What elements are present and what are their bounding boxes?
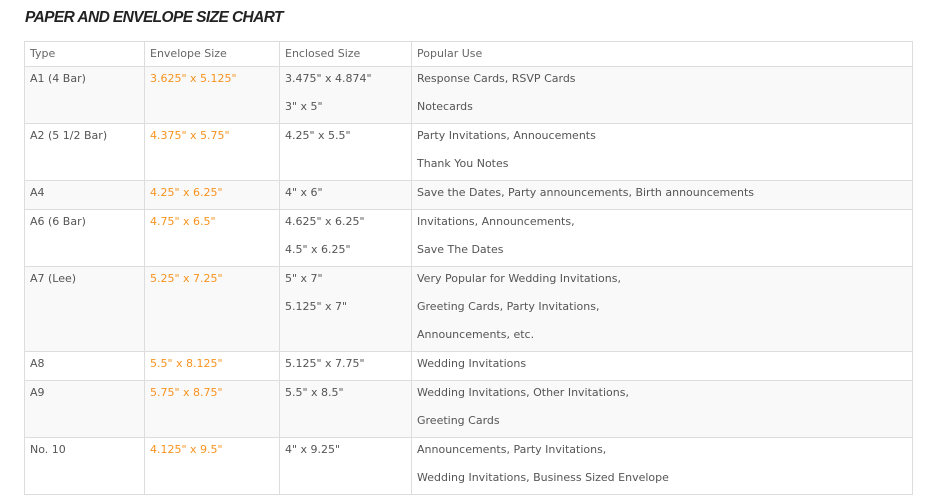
type-cell xyxy=(25,438,145,495)
popular-use-cell-line: Thank You Notes xyxy=(417,157,509,170)
enclosed-size-cell xyxy=(280,124,412,181)
enclosed-size-cell-line: 5" x 7" xyxy=(285,272,323,285)
enclosed-size-cell xyxy=(280,438,412,495)
type-cell-text: A2 (5 1/2 Bar) xyxy=(30,129,108,142)
type-cell-text: A9 xyxy=(30,386,45,399)
envelope-size-cell-text: 5.75" x 8.75" xyxy=(150,386,223,399)
type-cell xyxy=(25,181,145,210)
table-row xyxy=(25,181,913,210)
type-cell-text: No. 10 xyxy=(30,443,66,456)
enclosed-size-cell xyxy=(280,381,412,438)
enclosed-size-cell xyxy=(280,210,412,267)
envelope-size-cell xyxy=(145,267,280,352)
table-row xyxy=(25,267,913,352)
envelope-size-cell-text: 4.75" x 6.5" xyxy=(150,215,216,228)
type-cell xyxy=(25,267,145,352)
table-row xyxy=(25,381,913,438)
header-popular-use: Popular Use xyxy=(412,42,913,67)
type-cell-text: A1 (4 Bar) xyxy=(30,72,86,85)
enclosed-size-cell-line: 4" x 9.25" xyxy=(285,443,341,456)
popular-use-cell-line: Greeting Cards xyxy=(417,414,500,427)
envelope-size-cell xyxy=(145,352,280,381)
header-envelope-size: Envelope Size xyxy=(145,42,280,67)
enclosed-size-cell-line: 4" x 6" xyxy=(285,186,323,199)
header-row xyxy=(25,42,913,67)
envelope-size-cell xyxy=(145,438,280,495)
type-cell-text: A4 xyxy=(30,186,45,199)
enclosed-size-cell-line: 5.125" x 7" xyxy=(285,300,348,313)
size-chart-table xyxy=(24,41,913,495)
popular-use-cell-line: Announcements, Party Invitations, xyxy=(417,443,607,456)
popular-use-cell xyxy=(412,181,913,210)
envelope-size-cell xyxy=(145,381,280,438)
popular-use-cell xyxy=(412,124,913,181)
popular-use-cell-line: Greeting Cards, Party Invitations, xyxy=(417,300,600,313)
enclosed-size-cell xyxy=(280,352,412,381)
popular-use-cell xyxy=(412,67,913,124)
enclosed-size-cell-line: 3.475" x 4.874" xyxy=(285,72,372,85)
table-row xyxy=(25,352,913,381)
enclosed-size-cell-line: 5.125" x 7.75" xyxy=(285,357,365,370)
popular-use-cell-line: Very Popular for Wedding Invitations, xyxy=(417,272,621,285)
table-row xyxy=(25,210,913,267)
popular-use-cell-line: Wedding Invitations, Other Invitations, xyxy=(417,386,629,399)
type-cell xyxy=(25,210,145,267)
type-cell-text: A7 (Lee) xyxy=(30,272,77,285)
enclosed-size-cell-line: 5.5" x 8.5" xyxy=(285,386,344,399)
popular-use-cell xyxy=(412,267,913,352)
type-cell-text: A6 (6 Bar) xyxy=(30,215,86,228)
enclosed-size-cell xyxy=(280,67,412,124)
table-row xyxy=(25,67,913,124)
table-row xyxy=(25,438,913,495)
popular-use-cell xyxy=(412,210,913,267)
enclosed-size-cell xyxy=(280,181,412,210)
page-title: PAPER AND ENVELOPE SIZE CHART xyxy=(25,9,283,26)
enclosed-size-cell-line: 3" x 5" xyxy=(285,100,323,113)
type-cell-text: A8 xyxy=(30,357,45,370)
popular-use-cell xyxy=(412,381,913,438)
envelope-size-cell-text: 5.5" x 8.125" xyxy=(150,357,223,370)
type-cell xyxy=(25,381,145,438)
type-cell xyxy=(25,67,145,124)
envelope-size-cell xyxy=(145,210,280,267)
enclosed-size-cell xyxy=(280,267,412,352)
table-row xyxy=(25,124,913,181)
popular-use-cell-line: Wedding Invitations, Business Sized Envelope xyxy=(417,471,669,484)
popular-use-cell xyxy=(412,352,913,381)
envelope-size-cell xyxy=(145,181,280,210)
envelope-size-cell-text: 4.375" x 5.75" xyxy=(150,129,230,142)
envelope-size-cell xyxy=(145,124,280,181)
popular-use-cell xyxy=(412,438,913,495)
popular-use-cell-line: Save the Dates, Party announcements, Birth announcements xyxy=(417,186,755,199)
popular-use-cell-line: Party Invitations, Annoucements xyxy=(417,129,596,142)
envelope-size-cell xyxy=(145,67,280,124)
envelope-size-cell-text: 4.125" x 9.5" xyxy=(150,443,223,456)
enclosed-size-cell-line: 4.25" x 5.5" xyxy=(285,129,351,142)
type-cell xyxy=(25,124,145,181)
popular-use-cell-line: Invitations, Announcements, xyxy=(417,215,575,228)
enclosed-size-cell-line: 4.5" x 6.25" xyxy=(285,243,351,256)
popular-use-cell-line: Wedding Invitations xyxy=(417,357,527,370)
popular-use-cell-line: Announcements, etc. xyxy=(417,328,535,341)
envelope-size-cell-text: 3.625" x 5.125" xyxy=(150,72,237,85)
popular-use-cell-line: Notecards xyxy=(417,100,473,113)
header-type: Type xyxy=(25,42,145,67)
popular-use-cell-line: Save The Dates xyxy=(417,243,504,256)
envelope-size-cell-text: 4.25" x 6.25" xyxy=(150,186,223,199)
type-cell xyxy=(25,352,145,381)
enclosed-size-cell-line: 4.625" x 6.25" xyxy=(285,215,365,228)
popular-use-cell-line: Response Cards, RSVP Cards xyxy=(417,72,576,85)
header-enclosed-size: Enclosed Size xyxy=(280,42,412,67)
envelope-size-cell-text: 5.25" x 7.25" xyxy=(150,272,223,285)
